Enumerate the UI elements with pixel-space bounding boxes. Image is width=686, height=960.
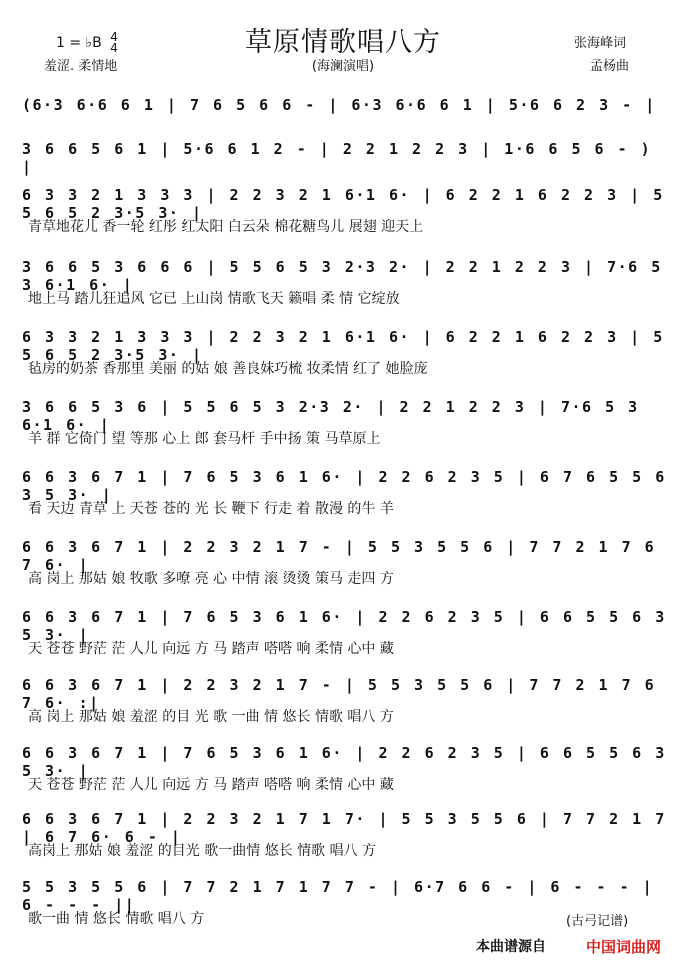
time-signature (110, 32, 118, 54)
score-row (0, 468, 686, 534)
notation-line: 6 6 3 6 7 1 | 2 2 3 2 1 7 - | 5 5 3 5 5 6 | 7 7 2 1 7 6 7 6· | (22, 538, 656, 574)
notation-line: 6 6 3 6 7 1 | 7 6 5 3 6 1 6· | 2 2 6 2 3 5 | 6 6 5 5 6 3 5 3· | (22, 608, 666, 644)
notation-line: 6 6 3 6 7 1 | 2 2 3 2 1 7 - | 5 5 3 5 5 6 | 7 7 2 1 7 6 7 6· :| (22, 676, 656, 712)
score-row (0, 258, 686, 324)
score-row (0, 538, 686, 604)
source-site-link[interactable]: 中国词曲网 (586, 938, 662, 956)
notation-line: (6·3 6·6 6 1 | 7 6 5 6 6 - | 6·3 6·6 6 1 | 5·6 6 2 3 - | (22, 96, 656, 114)
lyric-line: 高 岗上 那姑 娘 羞涩 的目 光 歌 一曲 情 悠长 情歌 唱八 方 (28, 709, 394, 725)
notation-line: 5 5 3 5 5 6 | 7 7 2 1 7 1 7 7 - | 6·7 6 6 - | 6 - - - | 6 - - - || (22, 878, 654, 914)
score-row (0, 186, 686, 252)
key-signature (56, 32, 118, 54)
lyric-line: 高岗上 那姑 娘 羞涩 的目光 歌一曲情 悠长 情歌 唱八 方 (28, 843, 377, 859)
notation-line: 3 6 6 5 3 6 6 6 | 5 5 6 5 3 2·3 2· | 2 2 1 2 2 3 | 7·6 5 3 6·1 6· | (22, 258, 662, 294)
lyric-line: 高 岗上 那姑 娘 牧歌 多嘹 亮 心 中情 滚 烫烫 策马 走四 方 (28, 571, 394, 587)
notation-line: 6 3 3 2 1 3 3 3 | 2 2 3 2 1 6·1 6· | 6 2 2 1 6 2 2 3 | 5 5 6 5 2 3·5 3· | (22, 328, 664, 364)
lyric-line: 天 苍苍 野茫 茫 人儿 向远 方 马 踏声 嗒嗒 响 柔情 心中 藏 (28, 641, 394, 657)
lyric-line: 毡房的奶茶 香那里 美丽 的姑 娘 善良妹巧梳 妆柔情 红了 她脸庞 (28, 361, 428, 377)
singer-credit: (海澜演唱) (311, 59, 375, 74)
time-top: 4 (110, 30, 118, 44)
score-row (0, 608, 686, 674)
notation-line: 6 3 3 2 1 3 3 3 | 2 2 3 2 1 6·1 6· | 6 2 2 1 6 2 2 3 | 5 5 6 5 2 3·5 3· | (22, 186, 664, 222)
notation-credit: (古弓记谱) (566, 914, 629, 929)
notation-line: 3 6 6 5 3 6 | 5 5 6 5 3 2·3 2· | 2 2 1 2 2 3 | 7·6 5 3 6·1 6· | (22, 398, 639, 434)
notation-line: 6 6 3 6 7 1 | 2 2 3 2 1 7 1 7· | 5 5 3 5 5 6 | 7 7 2 1 7 | 6 7 6· 6 - | (22, 810, 666, 846)
lyric-line: 青草地花儿 香一轮 红彤 红太阳 白云朵 棉花糖鸟儿 展翅 迎天上 (28, 219, 424, 235)
score-row (0, 328, 686, 394)
lyricist-credit: 张海峰词 (574, 36, 627, 51)
song-title: 草原情歌唱八方 (245, 27, 441, 58)
performance-mood: 羞涩. 柔情地 (44, 59, 118, 74)
composer-credit: 孟杨曲 (590, 59, 630, 74)
score-row (0, 744, 686, 810)
source-credit-label: 本曲谱源自 (476, 939, 546, 955)
lyric-line: 地上马 踏儿狂追风 它已 上山岗 情歌飞天 籁唱 柔 情 它绽放 (28, 291, 400, 307)
key-label: 1 = ♭B (56, 35, 102, 51)
notation-line: 6 6 3 6 7 1 | 7 6 5 3 6 1 6· | 2 2 6 2 3 5 | 6 6 5 5 6 3 5 3· | (22, 744, 666, 780)
notation-line: 6 6 3 6 7 1 | 7 6 5 3 6 1 6· | 2 2 6 2 3 5 | 6 7 6 5 5 6 3 5 3· | (22, 468, 666, 504)
notation-line: 3 6 6 5 6 1 | 5·6 6 1 2 - | 2 2 1 2 2 3 | 1·6 6 5 6 - ) | (22, 140, 652, 176)
lyric-line: 歌一曲 情 悠长 情歌 唱八 方 (28, 911, 205, 927)
lyric-line: 羊 群 它倚门 望 等那 心上 郎 套马杆 手中扬 策 马草原上 (28, 431, 381, 447)
score-row (0, 810, 686, 876)
lyric-line: 天 苍苍 野茫 茫 人儿 向远 方 马 踏声 嗒嗒 响 柔情 心中 藏 (28, 777, 394, 793)
time-bottom: 4 (110, 41, 118, 55)
lyric-line: 看 天边 青草 上 天苍 苍的 光 长 鞭下 行走 着 散漫 的牛 羊 (28, 501, 394, 517)
score-row (0, 398, 686, 464)
score-row (0, 676, 686, 742)
